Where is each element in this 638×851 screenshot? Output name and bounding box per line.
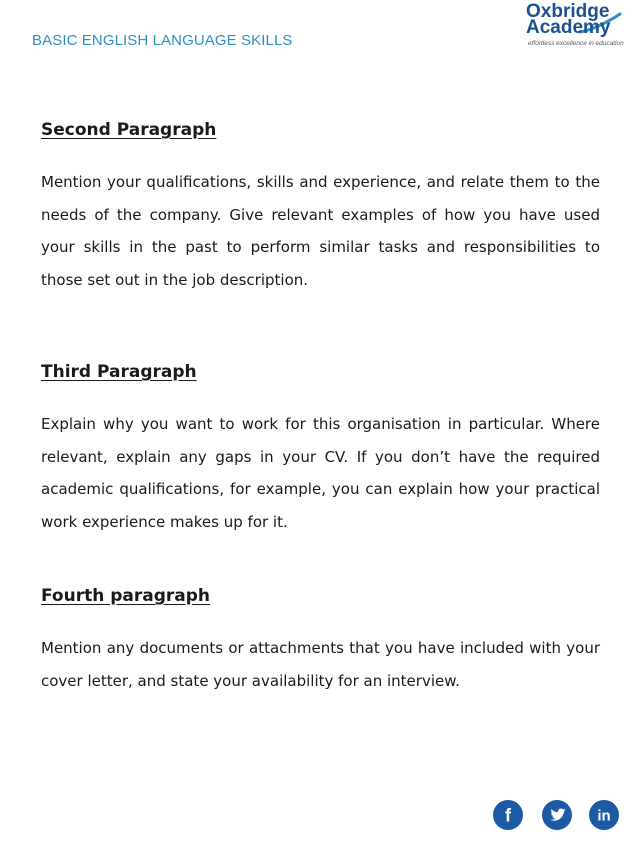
section-heading: Fourth paragraph	[41, 586, 211, 606]
facebook-icon	[493, 800, 523, 830]
linkedin-button[interactable]	[589, 800, 619, 830]
section-body: Mention any documents or attachments that you have included with your cover letter, and state your availability for an interview.	[41, 639, 600, 690]
twitter-icon	[542, 800, 572, 830]
svg-text:in: in	[597, 807, 611, 825]
section-third-paragraph	[41, 362, 600, 538]
logo-line1: Oxbridge	[526, 1, 610, 22]
oxbridge-academy-logo[interactable]	[522, 2, 622, 50]
logo-tagline: effortless excellence in education	[528, 40, 624, 47]
section-body: Explain why you want to work for this organisation in particular. Where relevant, explain any gaps in your CV. If you don’t have the required academic qualifications, for example, you can explain how your practical work experience makes up for it.	[41, 415, 600, 531]
section-heading: Third Paragraph	[41, 362, 197, 382]
section-heading: Second Paragraph	[41, 120, 217, 140]
header-title: BASIC ENGLISH LANGUAGE SKILLS	[32, 32, 293, 49]
section-body: Mention your qualifications, skills and experience, and relate them to the needs of the company. Give relevant examples of how you have used your skills in the past to perform similar tasks and responsibilities to those set out in the job description.	[41, 173, 600, 289]
section-second-paragraph	[41, 120, 600, 296]
section-fourth-paragraph	[41, 586, 600, 697]
logo-line2: Academy	[526, 17, 611, 38]
svg-text:f: f	[505, 805, 511, 826]
linkedin-icon	[589, 800, 619, 830]
twitter-button[interactable]	[542, 800, 572, 830]
facebook-button[interactable]	[493, 800, 523, 830]
